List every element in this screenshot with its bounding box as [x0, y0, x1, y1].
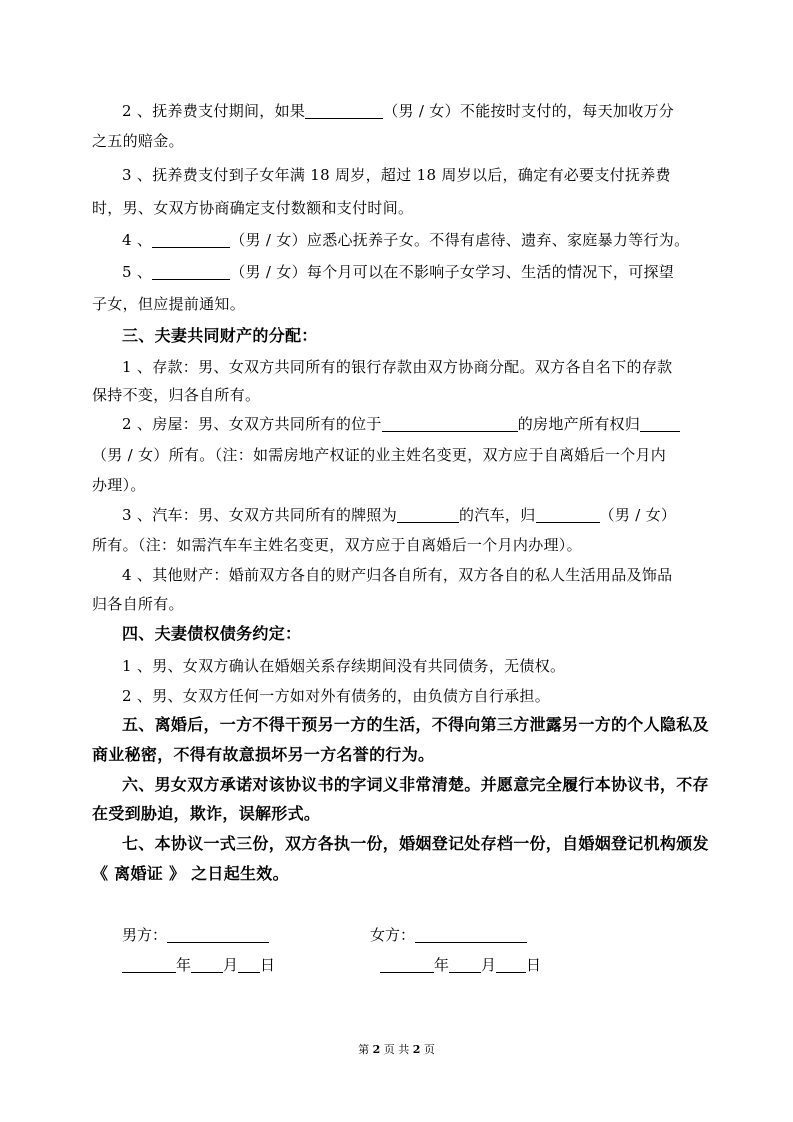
day-label: 日 [526, 956, 542, 974]
total-pages: 2 [412, 1043, 421, 1056]
deposit-line-1: 1 、存款：男、女双方共同所有的银行存款由双方协商分配。双方各自名下的存款 [122, 358, 673, 376]
section-6-line-2: 在受到胁迫，欺诈，误解形式。 [92, 804, 321, 823]
clause-5-line-1 [122, 262, 707, 282]
clause-3-line-1: 3 、抚养费支付到子女年满 18 周岁，超过 18 周岁以后，确定有必要支付抚养费 [122, 166, 671, 184]
month-field[interactable] [191, 957, 223, 973]
male-label: 男方： [122, 926, 168, 944]
house-text-a: 2 、房屋：男、女双方共同所有的位于 [122, 415, 382, 433]
blank-field[interactable] [152, 232, 230, 248]
clause-2-text-b: （男 / 女）不能按时支付的，每天加收万分 [383, 102, 675, 120]
clause-5-prefix: 5 、 [122, 263, 153, 281]
male-date [122, 955, 275, 975]
section-7-line-2: 《 离婚证 》 之日起生效。 [92, 864, 289, 883]
female-signature [370, 925, 527, 945]
month-label: 月 [481, 956, 497, 974]
section-4-heading: 四、夫妻债权债务约定： [122, 624, 302, 643]
clause-4-line [122, 230, 707, 250]
clause-4-prefix: 4 、 [122, 231, 153, 249]
blank-field[interactable] [397, 507, 459, 523]
blank-field[interactable] [640, 416, 680, 432]
deposit-line-2: 保持不变，归各自所有。 [92, 386, 261, 404]
clause-5-line-2: 子女，但应提前通知。 [92, 295, 246, 313]
page-footer: 第 2 页 共 2 页 [358, 1043, 435, 1056]
house-line-1 [122, 414, 707, 434]
year-field[interactable] [380, 957, 434, 973]
debt-item-1: 1 、男、女双方确认在婚姻关系存续期间没有共同债务，无债权。 [122, 657, 566, 675]
car-line-2: 所有。（注：如需汽车车主姓名变更，双方应于自离婚后一个月内办理）。 [92, 536, 582, 554]
house-line-2: （男 / 女）所有。（注：如需房地产权证的业主姓名变更，双方应于自离婚后一个月内 [92, 446, 667, 464]
female-name-field[interactable] [415, 927, 527, 943]
car-line-1 [122, 505, 707, 525]
blank-field[interactable] [152, 264, 230, 280]
page-number: 2 [372, 1043, 381, 1056]
clause-2-line-1 [122, 101, 707, 121]
clause-4-suffix: （男 / 女）应悉心抚养子女。不得有虐待、遗弃、家庭暴力等行为。 [230, 231, 690, 249]
clause-2-text-a: 2 、抚养费支付期间，如果 [122, 102, 306, 120]
blank-field[interactable] [305, 103, 383, 119]
female-label: 女方： [370, 926, 416, 944]
house-line-3: 办理）。 [92, 476, 146, 494]
month-field[interactable] [449, 957, 481, 973]
clause-3-line-2: 时，男、女双方协商确定支付数额和支付时间。 [92, 199, 414, 217]
male-name-field[interactable] [167, 927, 269, 943]
male-signature [122, 925, 269, 945]
day-field[interactable] [238, 957, 260, 973]
blank-field[interactable] [382, 416, 518, 432]
clause-2-line-2: 之五的赔金。 [92, 132, 184, 150]
day-label: 日 [260, 956, 276, 974]
year-label: 年 [434, 956, 450, 974]
section-6-line-1: 六、男女双方承诺对该协议书的字词义非常清楚。并愿意完全履行本协议书，不存 [122, 775, 709, 794]
section-7-line-1: 七、本协议一式三份，双方各执一份，婚姻登记处存档一份，自婚姻登记机构颁发 [122, 834, 709, 853]
car-text-b: 的汽车，归 [459, 506, 536, 524]
car-text-a: 3 、汽车：男、女双方共同所有的牌照为 [122, 506, 398, 524]
clause-5-suffix: （男 / 女）每个月可以在不影响子女学习、生活的情况下，可探望 [230, 263, 675, 281]
house-text-b: 的房地产所有权归 [517, 415, 641, 433]
day-field[interactable] [496, 957, 526, 973]
year-label: 年 [176, 956, 192, 974]
month-label: 月 [223, 956, 239, 974]
debt-item-2: 2 、男、女双方任何一方如对外有债务的，由负债方自行承担。 [122, 687, 551, 705]
car-text-c: （男 / 女） [599, 506, 677, 524]
section-5-line-2: 商业秘密，不得有故意损坏另一方名誉的行为。 [92, 745, 435, 764]
other-property-line-1: 4 、其他财产：婚前双方各自的财产归各自所有，双方各自的私人生活用品及饰品 [122, 566, 673, 584]
female-date [380, 955, 541, 975]
year-field[interactable] [122, 957, 176, 973]
blank-field[interactable] [536, 507, 600, 523]
section-5-line-1: 五、离婚后，一方不得干预另一方的生活，不得向第三方泄露另一方的个人隐私及 [122, 715, 709, 734]
section-3-heading: 三、夫妻共同财产的分配： [122, 326, 318, 345]
other-property-line-2: 归各自所有。 [92, 595, 184, 613]
